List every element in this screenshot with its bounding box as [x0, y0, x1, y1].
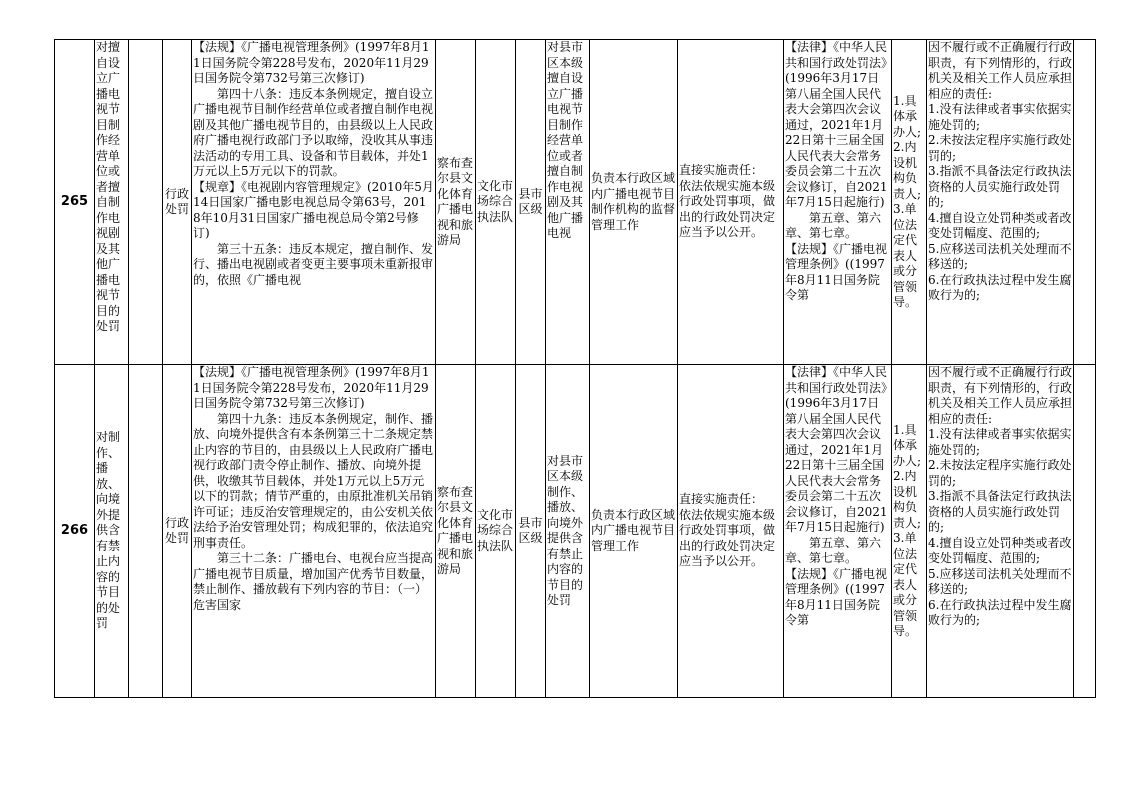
- item-name-text: 对擅自设立广播电视节目制作经营单位或者擅自制作电视剧及其他广播电视节目的处罚: [96, 40, 121, 333]
- exercise-content: [546, 365, 590, 698]
- legal-basis-paragraph: 第三十二条：广播电台、电视台应当提高广播电视节目质量，增加国产优秀节目数量，禁止制作、播放载有下列内容的节目：（一）危害国家: [193, 551, 434, 612]
- accountability-circumstances-text: 因不履行或不正确履行行政职责，有下列情形的，行政机关及相关工作人员应承担相应的责任: 1.没有法律或者事实依据实施处罚的; 2.未按法定程序实施行政处罚的; 3.指派不具备法定行政执法资格的人员实施行政处罚的; 4.擅自设立处罚种类或者改变处罚幅度、范围的; 5.应移送司法机关处理而不移送的; 6.在行政执法过程中发生腐败行为的;: [928, 40, 1072, 302]
- exercise-level-text: 县市区级: [518, 515, 543, 545]
- item-name: [95, 40, 129, 365]
- power-category-text: 行政处罚: [164, 515, 189, 545]
- accountable-persons-text: 1.具体承办人; 2.内设机构负责人; 3.单位法定代表人或分管领导。: [893, 93, 922, 309]
- power-category: [163, 40, 192, 365]
- table-row: [55, 40, 1096, 365]
- duty-items: [678, 365, 784, 698]
- accountable-persons: [892, 365, 927, 698]
- exercise-content-text: 对县市区本级擅自设立广播电视节目制作经营单位或者擅自制作电视剧及其他广播电视: [547, 40, 584, 240]
- remark-text: [1075, 40, 1094, 364]
- sub-item-name: [129, 40, 163, 365]
- item-name: [95, 365, 129, 698]
- sub-item-name-text: [130, 40, 161, 364]
- table-row: [55, 365, 1096, 698]
- sub-item-name: [129, 365, 163, 698]
- responsible-subject: [590, 365, 678, 698]
- implementing-department: [436, 40, 476, 365]
- responsible-subject: [590, 40, 678, 365]
- sub-item-name-text: [130, 365, 161, 697]
- accountability-basis: [784, 365, 892, 698]
- accountability-basis-paragraph: 【法律】《中华人民共和国行政处罚法》(1996年3月17日第八届全国人民代表大会第四次会议通过，2021年1月22日第十三届全国人民代表大会常务委员会第二十五次会议修订，自2021年7月15日起施行): [785, 365, 888, 534]
- accountable-persons: [892, 40, 927, 365]
- exercise-level: [516, 40, 546, 365]
- remark: [1074, 40, 1096, 365]
- legal-basis-paragraph: 【规章】《电视剧内容管理规定》(2010年5月14日国家广播电影电视总局令第63号，2018年10月31日国家广播电视总局令第2号修订): [193, 179, 434, 240]
- power-list-table: [54, 39, 1096, 698]
- accountability-basis-paragraph: 【法规】《广播电视管理条例》((1997年8月11日国务院令第: [785, 566, 888, 627]
- exercise-content: [546, 40, 590, 365]
- executing-unit: [476, 40, 516, 365]
- item-number: 265: [55, 40, 95, 365]
- accountability-circumstances: [927, 365, 1074, 698]
- responsible-subject-text: 负责本行政区域内广播电视节目制作机构的监督管理工作: [591, 171, 676, 232]
- duty-items: [678, 40, 784, 365]
- accountability-basis-paragraph: 【法规】《广播电视管理条例》((1997年8月11日国务院令第: [785, 241, 888, 302]
- implementing-department-text: 察布查尔县文化体育广播电视和旅游局: [437, 155, 474, 247]
- executing-unit-text: 文化市场综合执法队: [477, 178, 514, 224]
- legal-basis-paragraph: 第四十九条：违反本条例规定，制作、播放、向境外提供含有本条例第三十二条规定禁止内容的节目的，由县级以上人民政府广播电视行政部门责令停止制作、播放、向境外提供，收缴其节目载体，并处1万元以上5万元以下的罚款；情节严重的，由原批准机关吊销许可证；违反治安管理规定的，由公安机关依法给予治安管理处罚；构成犯罪的，依法追究刑事责任。: [193, 411, 434, 550]
- legal-basis-paragraph: 【法规】《广播电视管理条例》(1997年8月11日国务院令第228号发布，2020年11月29日国务院令第732号第三次修订): [193, 40, 430, 85]
- accountability-circumstances-text: 因不履行或不正确履行行政职责，有下列情形的，行政机关及相关工作人员应承担相应的责任: 1.没有法律或者事实依据实施处罚的; 2.未按法定程序实施行政处罚的; 3.指派不具备法定行政执法资格的人员实施行政处罚的; 4.擅自设立处罚种类或者改变处罚幅度、范围的; 5.应移送司法机关处理而不移送的; 6.在行政执法过程中发生腐败行为的;: [928, 365, 1072, 627]
- item-number: 266: [55, 365, 95, 698]
- duty-items-text: 直接实施责任： 依法依规实施本级行政处罚事项，做出的行政处罚决定应当予以公开。: [679, 492, 776, 569]
- accountable-persons-text: 1.具体承办人; 2.内设机构负责人; 3.单位法定代表人或分管领导。: [893, 422, 922, 638]
- executing-unit-text: 文化市场综合执法队: [477, 507, 514, 553]
- implementing-department: [436, 365, 476, 698]
- accountability-basis: [784, 40, 892, 365]
- exercise-level: [516, 365, 546, 698]
- legal-basis: [192, 40, 436, 365]
- remark-text: [1075, 365, 1094, 697]
- implementing-department-text: 察布查尔县文化体育广播电视和旅游局: [437, 484, 474, 576]
- exercise-content-text: 对县市区本级制作、播放、向境外提供含有禁止内容的节目的处罚: [547, 453, 584, 607]
- power-category: [163, 365, 192, 698]
- remark: [1074, 365, 1096, 698]
- legal-basis-paragraph: 【法规】《广播电视管理条例》(1997年8月11日国务院令第228号发布，2020年11月29日国务院令第732号第三次修订): [193, 365, 430, 410]
- accountability-basis-paragraph: 第五章、第六章、第七章。: [785, 210, 882, 240]
- exercise-level-text: 县市区级: [518, 186, 543, 216]
- legal-basis-paragraph: 第三十五条：违反本规定，擅自制作、发行、播出电视剧或者变更主要事项未重新报审的，依照《广播电视: [193, 241, 434, 287]
- executing-unit: [476, 365, 516, 698]
- accountability-circumstances: [927, 40, 1074, 365]
- accountability-basis-paragraph: 【法律】《中华人民共和国行政处罚法》(1996年3月17日第八届全国人民代表大会第四次会议通过，2021年1月22日第十三届全国人民代表大会常务委员会第二十五次会议修订，自2021年7月15日起施行): [785, 40, 888, 209]
- legal-basis-paragraph: 第四十八条：违反本条例规定，擅自设立广播电视节目制作经营单位或者擅自制作电视剧及其他广播电视节目的，由县级以上人民政府广播电视行政部门予以取缔，没收其从事违法活动的专用工具、设备和节目载体，并处1万元以上5万元以下的罚款。: [193, 86, 434, 178]
- responsible-subject-text: 负责本行政区域内广播电视节目管理工作: [591, 507, 676, 553]
- item-name-text: 对制作、播放、向境外提供含有禁止内容的节目的处罚: [96, 430, 121, 631]
- accountability-basis-paragraph: 第五章、第六章、第七章。: [785, 535, 882, 565]
- power-category-text: 行政处罚: [164, 186, 189, 216]
- duty-items-text: 直接实施责任： 依法依规实施本级行政处罚事项，做出的行政处罚决定应当予以公开。: [679, 163, 776, 240]
- legal-basis: [192, 365, 436, 698]
